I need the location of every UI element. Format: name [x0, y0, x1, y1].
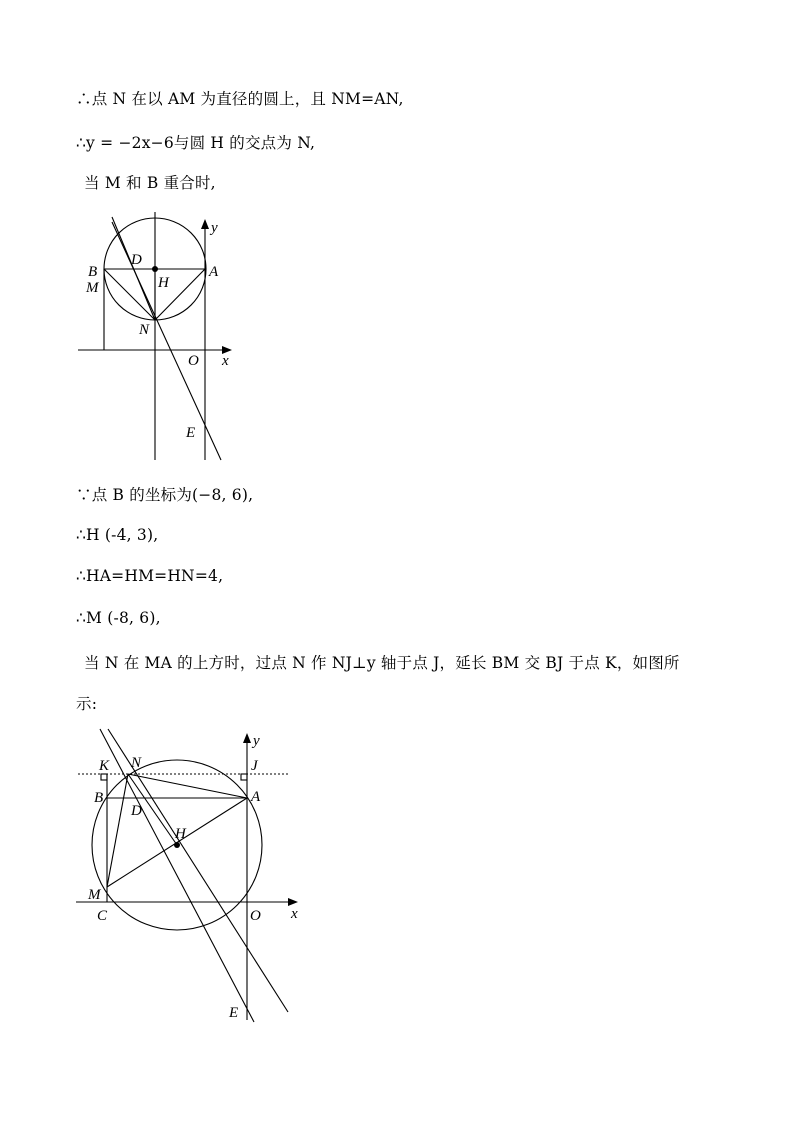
fig2-label-n: N — [131, 755, 142, 771]
fig2-label-x: x — [291, 906, 298, 922]
fig1-line-bn — [104, 269, 155, 320]
fig1-label-m: M — [86, 280, 99, 296]
text-line-8: 当 N 在 MA 的上方时，过点 N 作 NJ⊥y 轴于点 J，延长 BM 交 BJ 于点 K，如图所 — [84, 654, 680, 672]
fig2-label-h: H — [175, 826, 186, 842]
fig1-label-e: E — [186, 425, 196, 441]
fig2-label-j: J — [251, 758, 258, 774]
fig2-label-e: E — [229, 1005, 239, 1021]
fig2-label-y: y — [253, 733, 260, 749]
text-line-1: ∴点 N 在以 AM 为直径的圆上，且 NM=AN, — [76, 90, 404, 108]
text-line-6: ∴HA=HM=HN=4, — [76, 567, 224, 585]
fig1-label-h: H — [158, 275, 169, 291]
fig2-label-a: A — [251, 789, 261, 805]
fig1-label-o: O — [188, 353, 199, 369]
fig2-label-o: O — [250, 908, 261, 924]
fig2-label-b: B — [94, 790, 104, 806]
fig2-label-m: M — [88, 887, 101, 903]
text-line-4: ∵点 B 的坐标为(−8, 6), — [76, 486, 254, 504]
fig1-label-b: B — [88, 264, 98, 280]
fig1-label-d: D — [131, 252, 142, 268]
fig2-label-c: C — [97, 908, 108, 924]
fig1-point-h — [152, 266, 158, 272]
text-line-9: 示: — [76, 695, 98, 713]
fig1-label-a: A — [209, 264, 219, 280]
fig2-label-k: K — [99, 758, 110, 774]
text-line-3: 当 M 和 B 重合时, — [84, 174, 216, 192]
fig1-label-x: x — [222, 353, 229, 369]
fig1-label-n: N — [139, 322, 150, 338]
fig1-label-y: y — [211, 220, 218, 236]
text-line-5: ∴H (-4, 3), — [76, 526, 159, 544]
text-line-2: ∴y = −2x−6与圆 H 的交点为 N, — [76, 134, 316, 152]
text-line-7: ∴M (-8, 6), — [76, 609, 161, 627]
fig2-label-d: D — [131, 803, 142, 819]
fig1-y-arrow — [201, 219, 209, 229]
